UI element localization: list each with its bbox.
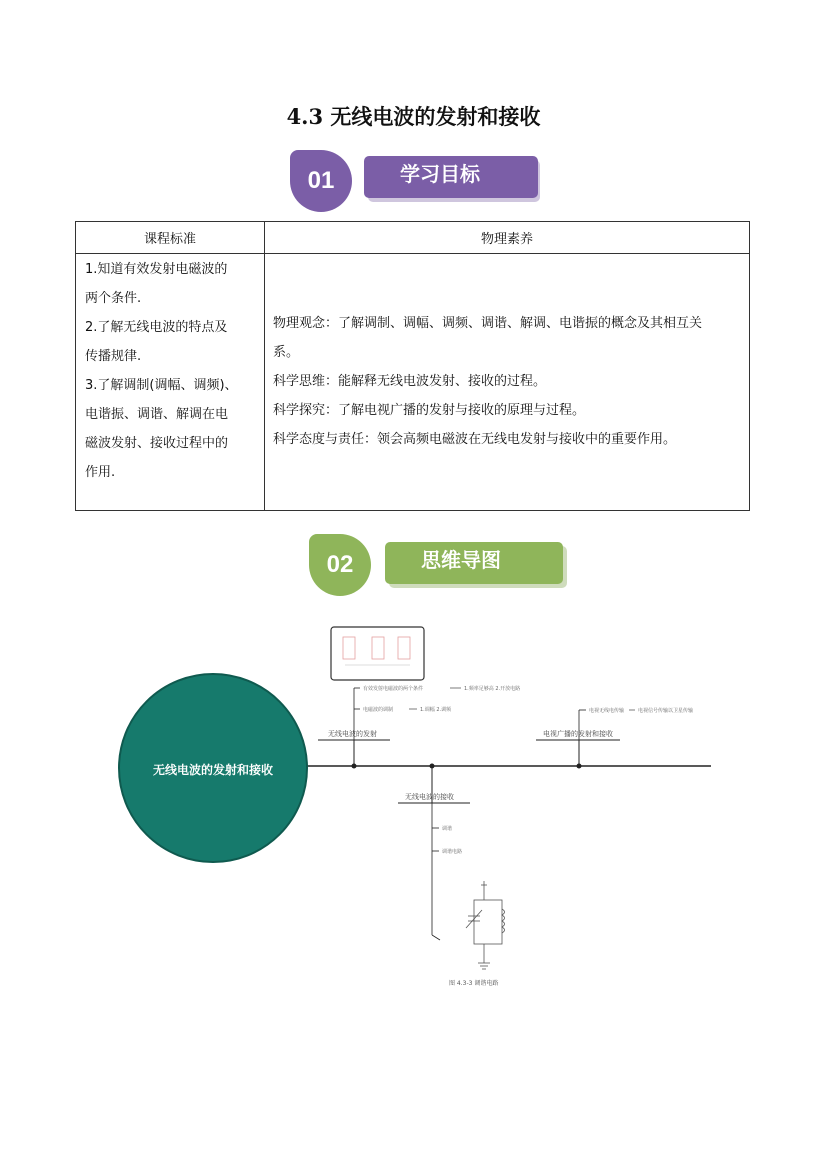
figure-caption: 图 4.3-3 调谐电路 xyxy=(449,980,499,987)
standard-line: 3.了解调制(调幅、调频)、 xyxy=(85,378,238,393)
literacy-line: 科学态度与责任：领会高频电磁波在无线电发射与接收中的重要作用。 xyxy=(273,432,677,447)
branch-tv: 电视广播的发射和接收 xyxy=(543,730,613,738)
tuning-circuit-figure xyxy=(466,881,505,969)
standard-line: 两个条件. xyxy=(85,291,142,306)
tv-leaf-transmission: 电视无线电传输 xyxy=(589,708,625,714)
send-leaf-modulation: 电磁波的调制 xyxy=(363,707,394,713)
section-number: 02 xyxy=(309,534,371,596)
page-title: 4.3 无线电波的发射和接收 xyxy=(286,104,541,129)
branch-receive: 无线电波的接收 xyxy=(405,793,454,801)
branch-send: 无线电波的发射 xyxy=(328,730,377,738)
receive-leaf-tuning-circuit: 调谐电路 xyxy=(442,849,463,855)
standard-line: 磁波发射、接收过程中的 xyxy=(85,436,229,451)
receive-leaf-tuning: 调谐 xyxy=(442,826,453,832)
section-number: 01 xyxy=(290,150,352,212)
literacy-line: 科学思维：能解释无线电波发射、接收的过程。 xyxy=(273,374,547,389)
standard-line: 2.了解无线电波的特点及 xyxy=(85,320,228,335)
standard-line: 1.知道有效发射电磁波的 xyxy=(85,262,228,277)
send-leaf-conditions-detail: 1.频率足够高 2.开放电路 xyxy=(464,686,521,692)
standard-line: 传播规律. xyxy=(85,349,142,364)
tv-leaf-satellite: 电视信号传输以卫星传输 xyxy=(638,708,694,714)
literacy-line: 物理观念：了解调制、调幅、调频、调谐、解调、电谐振的概念及其相互关 xyxy=(273,316,703,331)
literacy-line: 科学探究：了解电视广播的发射与接收的原理与过程。 xyxy=(273,403,586,418)
send-leaf-conditions: 有效发射电磁波的两个条件 xyxy=(363,686,424,692)
section-label: 学习目标 xyxy=(364,156,538,198)
standard-line: 作用. xyxy=(85,465,116,480)
standard-line: 电谐振、调谐、解调在电 xyxy=(85,407,229,422)
send-leaf-modulation-detail: 1.调幅 2.调频 xyxy=(420,707,452,713)
literacy-line: 系。 xyxy=(273,345,300,360)
table-header-literacy: 物理素养 xyxy=(265,222,750,254)
section-label: 思维导图 xyxy=(385,542,563,584)
table-header-standards: 课程标准 xyxy=(76,222,265,254)
mind-map-center-node: 无线电波的发射和接收 xyxy=(118,673,308,863)
